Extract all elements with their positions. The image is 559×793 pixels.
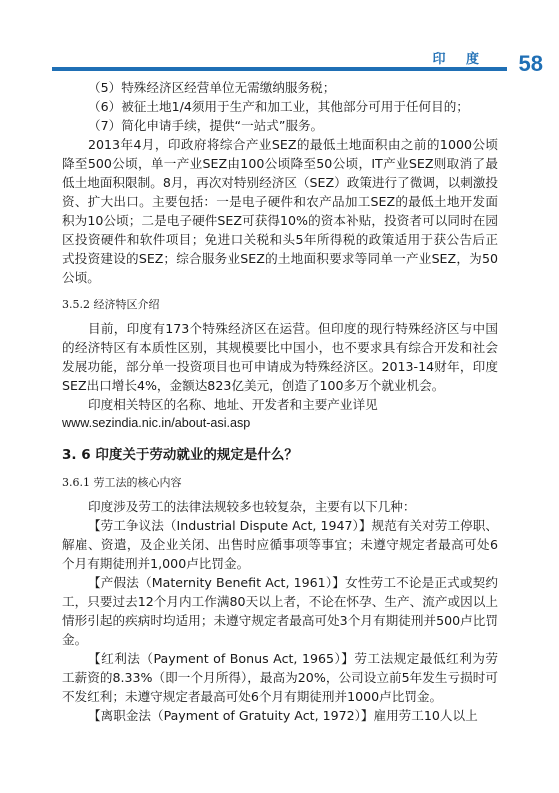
section-heading-3-6: 3. 6 印度关于劳动就业的规定是什么？ [62,447,298,463]
paragraph-sez-overview: 目前，印度有173个特殊经济区在运营。但印度的现行特殊经济区与中国的经济特区有本质性区别，其规模要比中国小，也不要求具有综合开发和社会发展功能，部分单一投资项目也可申请成为特殊经济区。2013-14财年，印度SEZ出口增长4%，金额达823亿美元，创造了100多万个就业机会。 [62,321,498,393]
section-heading-3-5-2: 3.5.2 经济特区介绍 [62,298,160,311]
list-item-6: （6）被征土地1/4须用于生产和加工业，其他部分可用于任何目的； [88,99,469,114]
top-edge [0,0,559,4]
page-body [62,78,498,725]
running-header-label: 印 度 [432,52,487,67]
list-item-7: （7）简化申请手续，提供“一站式”服务。 [88,118,324,133]
paragraph-sez-details: 印度相关特区的名称、地址、开发者和主要产业详见 [88,397,378,412]
list-item-5: （5）特殊经济区经营单位无需缴纳服务税； [88,80,336,95]
header-rule [52,67,507,71]
paragraph-maternity-benefit-act: 【产假法（Maternity Benefit Act, 1961）】女性劳工不论是正式或契约工，只要过去12个月内工作满80天以上者，不论在怀孕、生产、流产或因以上情形引起的疾病时均适用；未遵守规定者最高可处3个月有期徒刑并500卢比罚金。 [62,575,498,647]
paragraph-industrial-dispute-act: 【劳工争议法（Industrial Dispute Act, 1947）】规范有关对劳工停职、解雇、资遣，及企业关闭、出售时应循事项等事宜；未遵守规定者最高可处6个月有期徒刑并1,000卢比罚金。 [62,518,498,571]
page-number: 58 [518,51,543,76]
paragraph-bonus-act: 【红利法（Payment of Bonus Act, 1965）】劳工法规定最低红利为劳工薪资的8.33%（即一个月所得），最高为20%，公司设立前5年发生亏损时可不发红利；未遵守规定者最高可处6个月有期徒刑并1000卢比罚金。 [62,651,498,704]
sez-url-link[interactable]: www.sezindia.nic.in/about-asi.asp [62,416,251,430]
paragraph-labor-intro: 印度涉及劳工的法律法规较多也较复杂，主要有以下几种： [88,499,416,514]
paragraph-gratuity-act: 【离职金法（Payment of Gratuity Act, 1972）】雇用劳工10人以上 [88,708,478,723]
paragraph-sez-2013: 2013年4月，印政府将综合产业SEZ的最低土地面积由之前的1000公顷降至500公顷，单一产业SEZ由100公顷降至50公顷，IT产业SEZ则取消了最低土地面积限制。8月，再次对特别经济区（SEZ）政策进行了微调，以刺激投资、扩大出口。主要包括：一是电子硬件和农产品加工SEZ的最低土地开发面积为10公顷；二是电子硬件SEZ可获得10%的资本补贴，投资者可以同时在园区投资硬件和软件项目；免进口关税和头5年所得税的政策适用于获公告后正式投资建设的SEZ；综合服务业SEZ的土地面积要求等同单一产业SEZ，为50公顷。 [62,137,498,285]
section-heading-3-6-1: 3.6.1 劳工法的核心内容 [62,476,182,489]
